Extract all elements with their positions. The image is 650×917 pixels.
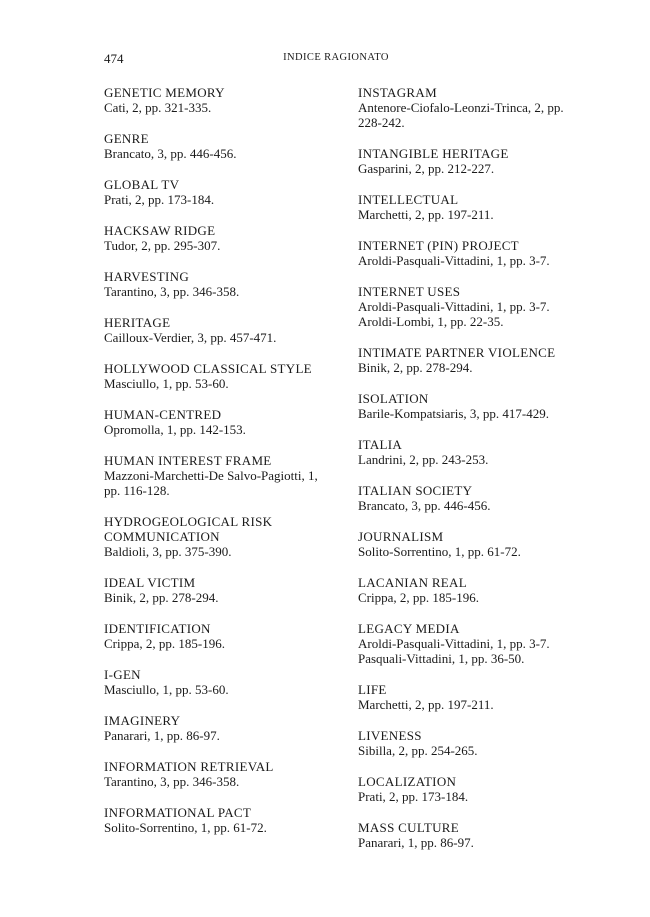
index-reference: Binik, 2, pp. 278-294. [358, 360, 473, 375]
index-reference: Gasparini, 2, pp. 212-227. [358, 161, 495, 176]
index-entry [104, 177, 329, 207]
index-entry [104, 667, 329, 697]
index-term: INTIMATE PARTNER VIOLENCE [358, 345, 556, 360]
index-term: LIVENESS [358, 728, 422, 743]
index-column-right [358, 85, 576, 866]
index-reference: Aroldi-Pasquali-Vittadini, 1, pp. 3-7. [358, 299, 550, 314]
index-reference: Pasquali-Vittadini, 1, pp. 36-50. [358, 651, 525, 666]
index-reference: Tarantino, 3, pp. 346-358. [104, 284, 240, 299]
index-term: ISOLATION [358, 391, 429, 406]
index-reference: Sibilla, 2, pp. 254-265. [358, 743, 478, 758]
index-reference: Brancato, 3, pp. 446-456. [358, 498, 491, 513]
index-reference: Masciullo, 1, pp. 53-60. [104, 682, 229, 697]
index-term: HERITAGE [104, 315, 171, 330]
index-entry [104, 407, 329, 437]
index-entry [104, 131, 329, 161]
index-reference: Prati, 2, pp. 173-184. [358, 789, 469, 804]
index-reference: Opromolla, 1, pp. 142-153. [104, 422, 246, 437]
running-head: INDICE RAGIONATO [283, 52, 389, 63]
index-entry [104, 269, 329, 299]
index-reference: Brancato, 3, pp. 446-456. [104, 146, 237, 161]
index-entry [104, 514, 329, 559]
index-entry [104, 85, 329, 115]
index-reference: Panarari, 1, pp. 86-97. [104, 728, 220, 743]
index-entry [358, 391, 576, 421]
index-reference: Antenore-Ciofalo-Leonzi-Trinca, 2, pp. 228-242. [358, 100, 564, 130]
index-reference: Prati, 2, pp. 173-184. [104, 192, 215, 207]
index-reference: Crippa, 2, pp. 185-196. [104, 636, 225, 651]
index-term: INTANGIBLE HERITAGE [358, 146, 509, 161]
index-term: INTERNET (PIN) PROJECT [358, 238, 519, 253]
index-term: LOCALIZATION [358, 774, 457, 789]
index-reference: Tudor, 2, pp. 295-307. [104, 238, 221, 253]
index-entry [104, 315, 329, 345]
page-number: 474 [104, 51, 124, 66]
index-term: IDEAL VICTIM [104, 575, 196, 590]
index-term: INSTAGRAM [358, 85, 437, 100]
index-term: HARVESTING [104, 269, 190, 284]
index-entry [358, 146, 576, 176]
index-term: INFORMATIONAL PACT [104, 805, 252, 820]
index-reference: Crippa, 2, pp. 185-196. [358, 590, 479, 605]
index-entry [358, 728, 576, 758]
index-entry [358, 238, 576, 268]
index-entry [104, 621, 329, 651]
index-entry [358, 529, 576, 559]
index-term: HUMAN-CENTRED [104, 407, 222, 422]
index-entry [104, 575, 329, 605]
index-entry [358, 85, 576, 130]
index-term: GENRE [104, 131, 149, 146]
index-entry [358, 483, 576, 513]
index-entry [358, 682, 576, 712]
index-entry [104, 223, 329, 253]
index-column-left [104, 85, 329, 851]
index-reference: Tarantino, 3, pp. 346-358. [104, 774, 240, 789]
page-header [104, 51, 568, 69]
index-reference: Marchetti, 2, pp. 197-211. [358, 697, 494, 712]
index-term: GLOBAL TV [104, 177, 180, 192]
index-term: HACKSAW RIDGE [104, 223, 216, 238]
index-entry [358, 621, 576, 666]
index-term: INTERNET USES [358, 284, 461, 299]
index-term: HUMAN INTEREST FRAME [104, 453, 272, 468]
index-term: INFORMATION RETRIEVAL [104, 759, 274, 774]
index-reference: Landrini, 2, pp. 243-253. [358, 452, 489, 467]
index-term: IDENTIFICATION [104, 621, 211, 636]
index-reference: Masciullo, 1, pp. 53-60. [104, 376, 229, 391]
index-entry [104, 805, 329, 835]
index-term: HYDROGEOLOGICAL RISK COMMUNICATION [104, 514, 273, 544]
index-reference: Baldioli, 3, pp. 375-390. [104, 544, 232, 559]
index-term: LACANIAN REAL [358, 575, 467, 590]
index-term: IMAGINERY [104, 713, 181, 728]
index-term: LEGACY MEDIA [358, 621, 460, 636]
index-reference: Aroldi-Pasquali-Vittadini, 1, pp. 3-7. [358, 253, 550, 268]
index-entry [104, 361, 329, 391]
index-reference: Aroldi-Pasquali-Vittadini, 1, pp. 3-7. [358, 636, 550, 651]
index-term: JOURNALISM [358, 529, 444, 544]
index-reference: Aroldi-Lombi, 1, pp. 22-35. [358, 314, 504, 329]
index-reference: Mazzoni-Marchetti-De Salvo-Pagiotti, 1, pp. 116-128. [104, 468, 318, 498]
index-entry [104, 713, 329, 743]
index-reference: Solito-Sorrentino, 1, pp. 61-72. [358, 544, 521, 559]
index-entry [358, 437, 576, 467]
index-entry [358, 284, 576, 329]
index-entry [358, 575, 576, 605]
index-reference: Panarari, 1, pp. 86-97. [358, 835, 474, 850]
index-term: MASS CULTURE [358, 820, 460, 835]
index-entry [104, 759, 329, 789]
index-reference: Cailloux-Verdier, 3, pp. 457-471. [104, 330, 277, 345]
index-term: I-GEN [104, 667, 141, 682]
index-term: GENETIC MEMORY [104, 85, 225, 100]
index-reference: Binik, 2, pp. 278-294. [104, 590, 219, 605]
index-reference: Barile-Kompatsiaris, 3, pp. 417-429. [358, 406, 549, 421]
index-term: LIFE [358, 682, 387, 697]
index-term: HOLLYWOOD CLASSICAL STYLE [104, 361, 312, 376]
index-reference: Solito-Sorrentino, 1, pp. 61-72. [104, 820, 267, 835]
index-reference: Marchetti, 2, pp. 197-211. [358, 207, 494, 222]
index-entry [358, 345, 576, 375]
index-term: INTELLECTUAL [358, 192, 459, 207]
index-term: ITALIAN SOCIETY [358, 483, 473, 498]
index-entry [358, 774, 576, 804]
index-reference: Cati, 2, pp. 321-335. [104, 100, 212, 115]
index-entry [358, 192, 576, 222]
index-term: ITALIA [358, 437, 403, 452]
index-entry [104, 453, 329, 498]
index-entry [358, 820, 576, 850]
